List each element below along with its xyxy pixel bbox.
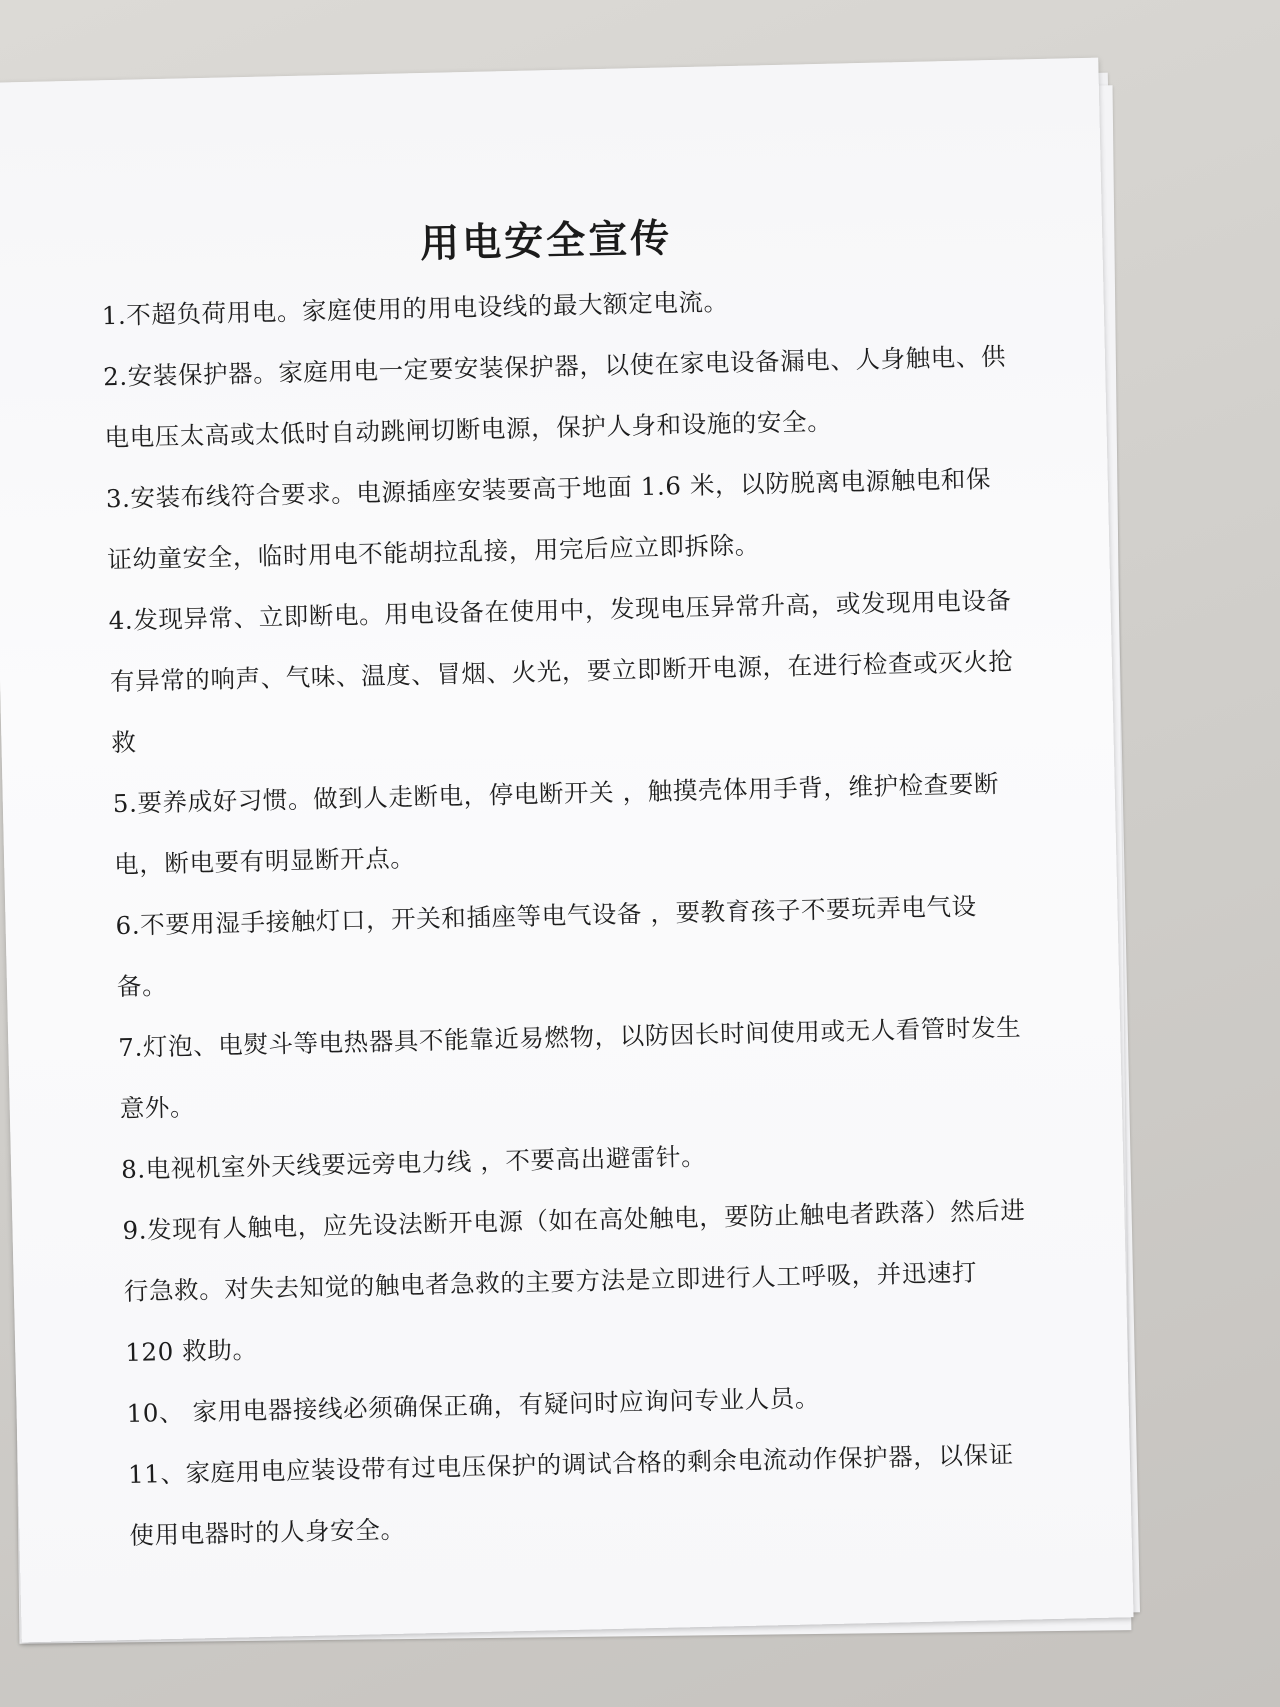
list-item: 10、 家用电器接线必须确保正确，有疑问时应询问专业人员。: [126, 1383, 821, 1428]
document-title: 用电安全宣传: [419, 216, 673, 268]
list-item: 5.要养成好习惯。做到人走断电，停电断开关 ，触摸壳体用手背，维护检查要断电，断电要有明显断开点。: [112, 769, 1000, 880]
list-item: 4.发现异常、立即断电。用电设备在使用中，发现电压异常升高，或发现用电设备有异常的响声、气味、温度、冒烟、火光，要立即断开电源，在进行检查或灭火抢救: [108, 585, 1014, 758]
list-item: 3.安装布线符合要求。电源插座安装要高于地面 1.6 米，以防脱离电源触电和保证幼童安全，临时用电不能胡拉乱接，用完后应立即拆除。: [105, 464, 992, 575]
document-page: [0, 58, 1134, 1643]
list-item: 6.不要用湿手接触灯口，开关和插座等电气设备 ，要教育孩子不要玩弄电气设备。: [115, 891, 977, 1002]
list-item: 7.灯泡、电熨斗等电热器具不能靠近易燃物，以防因长时间使用或无人看管时发生意外。: [118, 1012, 1022, 1124]
list-item: 1.不超负荷用电。家庭使用的用电设线的最大额定电流。: [101, 287, 729, 331]
list-item: 2.安装保护器。家庭用电一定要安装保护器，以使在家电设备漏电、人身触电、供电电压太高或太低时自动跳闸切断电源，保护人身和设施的安全。: [102, 341, 1007, 453]
document-body: [101, 265, 1035, 1566]
list-item: 8.电视机室外天线要远旁电力线 ，不要高出避雷针。: [120, 1141, 707, 1185]
list-item: 11、家庭用电应装设带有过电压保护的调试合格的剩余电流动作保护器，以保证使用电器时的人身安全。: [127, 1439, 1014, 1550]
list-item: 9.发现有人触电，应先设法断开电源（如在高处触电，要防止触电者跌落）然后进行急救。对失去知觉的触电者急救的主要方法是立即进行人工呼吸，并迅速打 120 救助。: [122, 1195, 1026, 1367]
